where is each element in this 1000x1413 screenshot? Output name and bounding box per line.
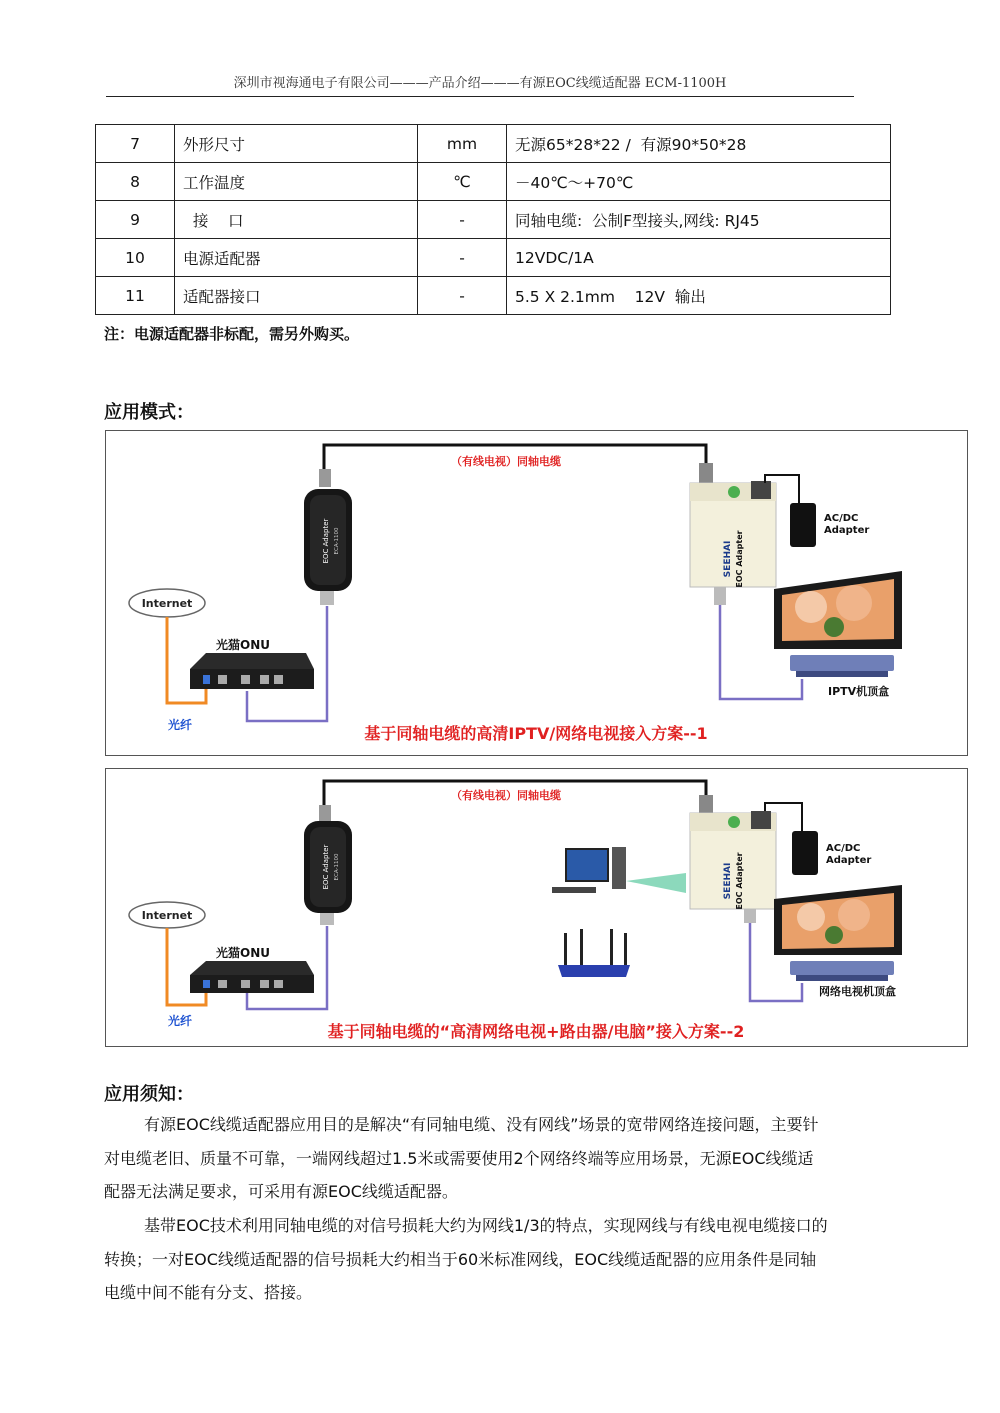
notice-paragraph-2: 基带EOC技术利用同轴电缆的对信号损耗大约为网线1/3的特点，实现网线与有线电视电缆接口的 转换；一对EOC线缆适配器的信号损耗大约相当于60米标准网线，EOC线缆适配器的应用条件是同轴 电缆中间不能有分支、搭接。 — [104, 1216, 828, 1302]
svg-text:网络电视机顶盒: 网络电视机顶盒 — [819, 985, 896, 998]
spec-value: －40℃～+70℃ — [507, 163, 891, 201]
cable-label-2: （有线电视）同轴电缆 — [451, 789, 561, 802]
spec-row — [96, 277, 891, 315]
spec-item: 接 口 — [175, 201, 418, 239]
notice-paragraph-1: 有源EOC线缆适配器应用目的是解决“有同轴电缆、没有网线”场景的宽带网络连接问题，主要针 对电缆老旧、质量不可靠，一端网线超过1.5米或需要使用2个网络终端等应用场景，无源EOC线缆适 配器无法满足要求，可采用有源EOC线缆适配器。 — [104, 1115, 819, 1201]
svg-text:SEEHAI: SEEHAI — [723, 862, 733, 900]
router — [558, 929, 630, 977]
spec-value: 无源65*28*22 / 有源90*50*28 — [507, 125, 891, 163]
desktop-pc — [552, 847, 686, 893]
onu-modem-2 — [190, 945, 314, 993]
cable-label: （有线电视）同轴电缆 — [451, 455, 561, 468]
spec-unit: - — [418, 239, 507, 277]
spec-row — [96, 125, 891, 163]
notice-heading: 应用须知： — [104, 1084, 194, 1105]
acdc-adapter-2 — [792, 831, 871, 875]
svg-text:Adapter: Adapter — [826, 855, 872, 866]
svg-text:光猫ONU: 光猫ONU — [216, 946, 270, 960]
diagram-2-canvas — [106, 769, 969, 1048]
spec-item: 适配器接口 — [175, 277, 418, 315]
active-eoc-adapter-2 — [690, 795, 776, 923]
spec-no: 8 — [96, 163, 175, 201]
svg-text:Adapter: Adapter — [824, 525, 870, 536]
note: 注：电源适配器非标配，需另外购买。 — [104, 325, 360, 343]
spec-no: 11 — [96, 277, 175, 315]
spec-no: 9 — [96, 201, 175, 239]
diagram-1-canvas — [106, 431, 969, 757]
diagram-2-caption: 基于同轴电缆的“高清网络电视+路由器/电脑”接入方案--2 — [327, 1022, 745, 1041]
diagram-2 — [105, 768, 968, 1047]
svg-text:光纤: 光纤 — [168, 718, 193, 732]
onu-modem — [190, 637, 314, 689]
spec-row — [96, 239, 891, 277]
svg-text:光纤: 光纤 — [168, 1014, 193, 1028]
spec-no: 7 — [96, 125, 175, 163]
spec-row — [96, 201, 891, 239]
svg-text:EOC Adapter: EOC Adapter — [735, 852, 744, 910]
spec-item: 外形尺寸 — [175, 125, 418, 163]
set-top-box-2 — [790, 961, 896, 998]
passive-eoc-adapter — [304, 469, 352, 605]
spec-unit: - — [418, 277, 507, 315]
passive-eoc-adapter-2 — [304, 805, 352, 925]
spec-unit: ℃ — [418, 163, 507, 201]
svg-text:EOC Adapter: EOC Adapter — [322, 518, 330, 564]
application-mode-heading: 应用模式： — [104, 402, 194, 423]
svg-text:EOC Adapter: EOC Adapter — [322, 844, 330, 890]
spec-unit: - — [418, 201, 507, 239]
svg-text:AC/DC: AC/DC — [826, 843, 861, 854]
spec-unit: mm — [418, 125, 507, 163]
spec-value: 5.5 X 2.1mm 12V 输出 — [507, 277, 891, 315]
internet-cloud-2 — [129, 902, 205, 928]
diagram-1 — [105, 430, 968, 756]
internet-cloud — [129, 589, 205, 617]
spec-item: 电源适配器 — [175, 239, 418, 277]
svg-text:SEEHAI: SEEHAI — [723, 540, 733, 578]
svg-text:Internet: Internet — [141, 597, 193, 610]
svg-text:光猫ONU: 光猫ONU — [216, 638, 270, 652]
spec-table — [95, 124, 891, 315]
svg-text:ECA-1100: ECA-1100 — [334, 853, 340, 881]
svg-text:Internet: Internet — [141, 909, 193, 922]
spec-value: 12VDC/1A — [507, 239, 891, 277]
svg-text:IPTV机顶盒: IPTV机顶盒 — [828, 685, 890, 698]
acdc-adapter — [790, 503, 869, 547]
spec-no: 10 — [96, 239, 175, 277]
page-header: 深圳市视海通电子有限公司———产品介绍———有源EOC线缆适配器 ECM-1100H — [106, 72, 854, 97]
active-eoc-adapter — [690, 463, 776, 605]
spec-item: 工作温度 — [175, 163, 418, 201]
spec-row — [96, 163, 891, 201]
spec-value: 同轴电缆: 公制F型接头,网线: RJ45 — [507, 201, 891, 239]
diagram-1-caption: 基于同轴电缆的高清IPTV/网络电视接入方案--1 — [364, 724, 708, 743]
set-top-box — [790, 655, 894, 698]
svg-text:EOC Adapter: EOC Adapter — [735, 530, 744, 588]
tv-screen — [774, 571, 902, 649]
tv-screen-2 — [774, 885, 902, 955]
svg-text:ECA-1100: ECA-1100 — [334, 527, 340, 555]
svg-text:AC/DC: AC/DC — [824, 513, 859, 524]
